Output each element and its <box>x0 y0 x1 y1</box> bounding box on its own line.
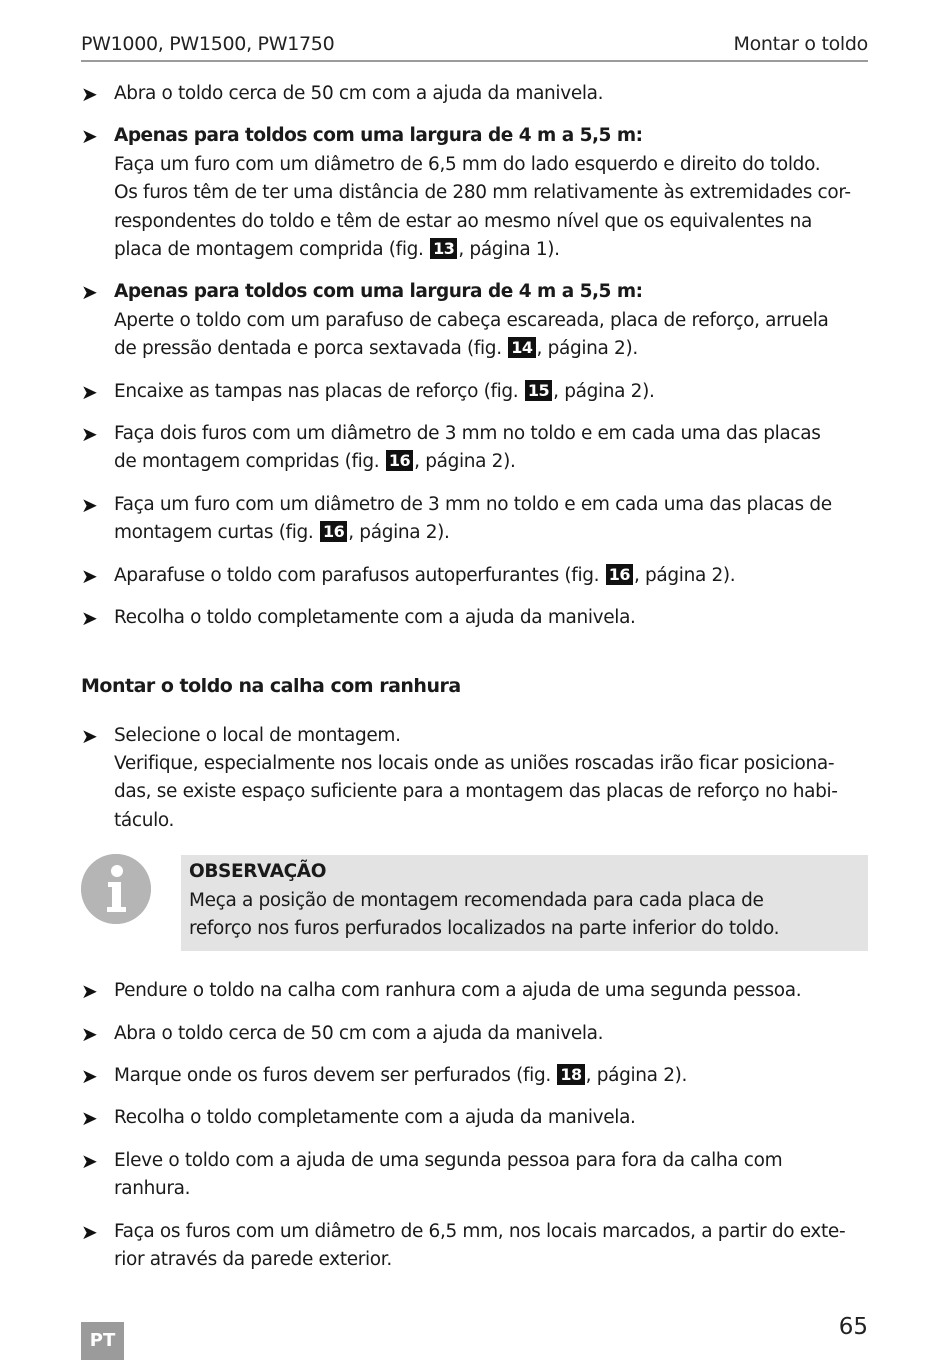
step-text-with-figure <box>114 1062 868 1090</box>
figure-reference: 15 <box>525 380 552 401</box>
step-text: Recolha o toldo completamente com a ajuda da manivela. <box>114 1107 636 1129</box>
step-text-with-figure <box>114 335 868 363</box>
arrow-icon: ➤ <box>81 1063 98 1088</box>
arrow-icon: ➤ <box>81 124 98 149</box>
step-text: Selecione o local de montagem. <box>114 724 401 746</box>
step-text: das, se existe espaço suficiente para a montagem das placas de reforço no habi- <box>114 781 838 803</box>
step-text: placa de montagem comprida (fig. <box>114 239 430 261</box>
step-text: rior através da parede exterior. <box>114 1248 392 1270</box>
step-text: Faça um furo com um diâmetro de 3 mm no toldo e em cada uma das placas de <box>114 493 832 515</box>
instruction-step <box>81 722 868 836</box>
instruction-step <box>81 80 868 108</box>
arrow-icon: ➤ <box>81 422 98 447</box>
step-text: de pressão dentada e porca sextavada (fig. <box>114 338 508 360</box>
instruction-step <box>81 378 868 406</box>
step-text: Abra o toldo cerca de 50 cm com a ajuda da manivela. <box>114 83 604 104</box>
step-text-with-figure <box>114 562 868 590</box>
step-text: Eleve o toldo com a ajuda de uma segunda pessoa para fora da calha com <box>114 1149 783 1171</box>
arrow-icon: ➤ <box>81 492 98 517</box>
steps-group-a <box>81 80 868 633</box>
note-box <box>181 855 868 951</box>
step-condition: Apenas para toldos com uma largura de 4 m a 5,5 m: <box>114 125 643 147</box>
arrow-icon: ➤ <box>81 1021 98 1046</box>
arrow-icon: ➤ <box>81 563 98 588</box>
step-text: Encaixe as tampas nas placas de reforço (fig. <box>114 380 524 402</box>
instruction-step <box>81 1020 868 1048</box>
page-header <box>81 30 868 62</box>
step-text: Faça um furo com um diâmetro de 6,5 mm do lado esquerdo e direito do toldo. <box>114 153 821 175</box>
step-text: , página 2). <box>348 522 450 544</box>
instruction-step <box>81 562 868 590</box>
instruction-step <box>81 420 868 477</box>
arrow-icon: ➤ <box>81 1148 98 1173</box>
step-text: Recolha o toldo completamente com a ajuda da manivela. <box>114 607 636 629</box>
arrow-icon: ➤ <box>81 723 98 748</box>
instruction-step <box>81 1147 868 1204</box>
step-text: Aparafuse o toldo com parafusos autoperfurantes (fig. <box>114 564 605 586</box>
step-text: Abra o toldo cerca de 50 cm com a ajuda da manivela. <box>114 1022 604 1044</box>
step-text: táculo. <box>114 809 175 831</box>
step-text: Aperte o toldo com um parafuso de cabeça escareada, placa de reforço, arruela <box>114 309 829 331</box>
figure-reference: 18 <box>557 1064 584 1085</box>
instruction-step <box>81 604 868 632</box>
main-content <box>81 80 868 1288</box>
arrow-icon: ➤ <box>81 1106 98 1131</box>
step-text: Os furos têm de ter uma distância de 280 mm relativamente às extremidades cor- <box>114 182 851 204</box>
step-text-with-figure <box>114 236 868 264</box>
step-text: ranhura. <box>114 1178 191 1200</box>
figure-reference: 16 <box>320 521 347 542</box>
note-line: Meça a posição de montagem recomendada para cada placa de <box>189 889 764 911</box>
arrow-icon: ➤ <box>81 979 98 1004</box>
step-text: de montagem compridas (fig. <box>114 451 385 473</box>
step-text: , página 2). <box>633 564 736 586</box>
steps-group-b <box>81 722 868 836</box>
header-section: Montar o toldo <box>733 33 868 55</box>
step-text: Marque onde os furos devem ser perfurados (fig. <box>114 1064 557 1086</box>
arrow-icon: ➤ <box>81 82 98 106</box>
note-title: OBSERVAÇÃO <box>189 861 327 883</box>
step-text: Pendure o toldo na calha com ranhura com a ajuda de uma segunda pessoa. <box>114 980 802 1002</box>
instruction-step <box>81 1104 868 1132</box>
instruction-step <box>81 977 868 1005</box>
step-text: , página 2). <box>536 338 638 360</box>
step-condition: Apenas para toldos com uma largura de 4 m a 5,5 m: <box>114 281 643 303</box>
note <box>81 855 868 953</box>
step-text: respondentes do toldo e têm de estar ao mesmo nível que os equivalentes na <box>114 210 812 232</box>
step-text: Faça dois furos com um diâmetro de 3 mm no toldo e em cada uma das placas <box>114 423 821 445</box>
step-text: Verifique, especialmente nos locais onde as uniões roscadas irão ficar posiciona- <box>114 752 835 774</box>
figure-reference: 13 <box>430 238 457 259</box>
arrow-icon: ➤ <box>81 280 98 305</box>
step-text: , página 2). <box>553 380 655 402</box>
instruction-step <box>81 491 868 548</box>
figure-reference: 16 <box>386 450 413 471</box>
header-models: PW1000, PW1500, PW1750 <box>81 33 335 55</box>
step-text: , página 1). <box>458 239 560 261</box>
arrow-icon: ➤ <box>81 606 98 631</box>
arrow-icon: ➤ <box>81 379 98 404</box>
page-number: 65 <box>838 1314 868 1340</box>
instruction-step <box>81 278 868 363</box>
instruction-step <box>81 122 868 264</box>
step-text: montagem curtas (fig. <box>114 522 319 544</box>
step-text-with-figure <box>114 448 868 476</box>
section-heading: Montar o toldo na calha com ranhura <box>81 674 461 697</box>
instruction-step <box>81 1218 868 1275</box>
step-text: , página 2). <box>585 1064 688 1086</box>
info-icon <box>81 854 151 924</box>
arrow-icon: ➤ <box>81 1219 98 1244</box>
steps-group-c <box>81 977 868 1274</box>
figure-reference: 14 <box>508 337 535 358</box>
step-text: , página 2). <box>414 451 516 473</box>
language-tag: PT <box>81 1322 124 1360</box>
step-text: Faça os furos com um diâmetro de 6,5 mm, nos locais marcados, a partir do exte- <box>114 1220 846 1242</box>
step-text-with-figure <box>114 519 868 547</box>
step-text-with-figure <box>114 378 868 406</box>
figure-reference: 16 <box>606 564 633 585</box>
note-line: reforço nos furos perfurados localizados na parte inferior do toldo. <box>189 918 780 940</box>
instruction-step <box>81 1062 868 1090</box>
